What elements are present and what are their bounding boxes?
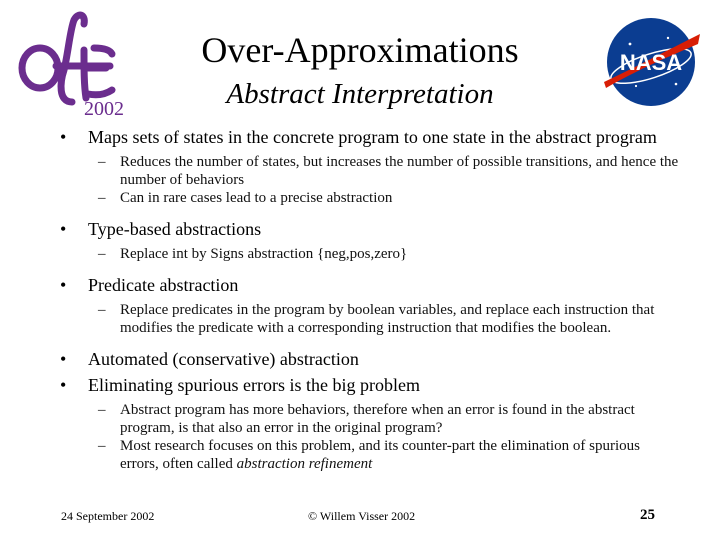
sub-bullet-text [120,438,640,472]
sub-bullet-item [60,189,680,207]
sub-bullet-text: Replace int by Signs abstraction {neg,pos,zero} [120,246,408,262]
slide-title: Over-Approximations [201,30,519,70]
bullet-text: Automated (conservative) abstraction [88,349,359,369]
nasa-meatball-icon [600,14,702,110]
sub-bullet-item [60,153,680,189]
logo-year: 2002 [84,98,124,120]
page-number: 25 [640,507,655,523]
bullet-item [60,219,680,239]
footer-date: 24 September 2002 [61,509,155,523]
sub-bullet-text: Abstract program has more behaviors, therefore when an error is found in the abstract program, is that also an error in the original program? [120,402,635,436]
dash-marker: – [98,246,106,262]
conference-logo [14,10,164,120]
sub-bullet-text: Replace predicates in the program by boolean variables, and replace each instruction that modifies the predicate with a corresponding instruction that modifies the boolean. [120,302,655,336]
dash-marker: – [98,438,106,454]
dash-marker: – [98,190,106,206]
bullet-text: Eliminating spurious errors is the big problem [88,375,420,395]
sub-bullet-text: Reduces the number of states, but increases the number of possible transitions, and hence the number of behaviors [120,154,679,188]
sub-bullet-item [60,401,680,437]
sub-bullet-text-prefix: Most research focuses on this problem, and its counter-part the elimination of spurious errors, often called [120,438,640,472]
slide-subtitle: Abstract Interpretation [226,78,494,110]
bullet-marker: • [60,349,67,369]
nasa-logo-text: NASA [619,50,683,75]
footer-copyright: © Willem Visser 2002 [308,509,416,523]
bullet-list [60,127,680,473]
bullet-marker: • [60,375,67,395]
sub-bullet-item [60,437,680,473]
dash-marker: – [98,302,106,318]
bullet-marker: • [60,127,67,147]
bullet-item [60,375,680,395]
sub-bullet-text: Can in rare cases lead to a precise abstraction [120,190,393,206]
sub-bullet-item [60,301,680,337]
bullet-item [60,275,680,295]
nasa-logo [600,14,702,110]
bullet-item [60,127,680,147]
abstraction-refinement-term: abstraction refinement [236,456,373,472]
bullet-item [60,349,680,369]
dash-marker: – [98,402,106,418]
bullet-text: Predicate abstraction [88,275,239,295]
bullet-text: Maps sets of states in the concrete program to one state in the abstract program [88,127,657,147]
sub-bullet-item [60,245,680,263]
bullet-marker: • [60,219,67,239]
bullet-text: Type-based abstractions [88,219,262,239]
dash-marker: – [98,154,106,170]
bullet-marker: • [60,275,67,295]
